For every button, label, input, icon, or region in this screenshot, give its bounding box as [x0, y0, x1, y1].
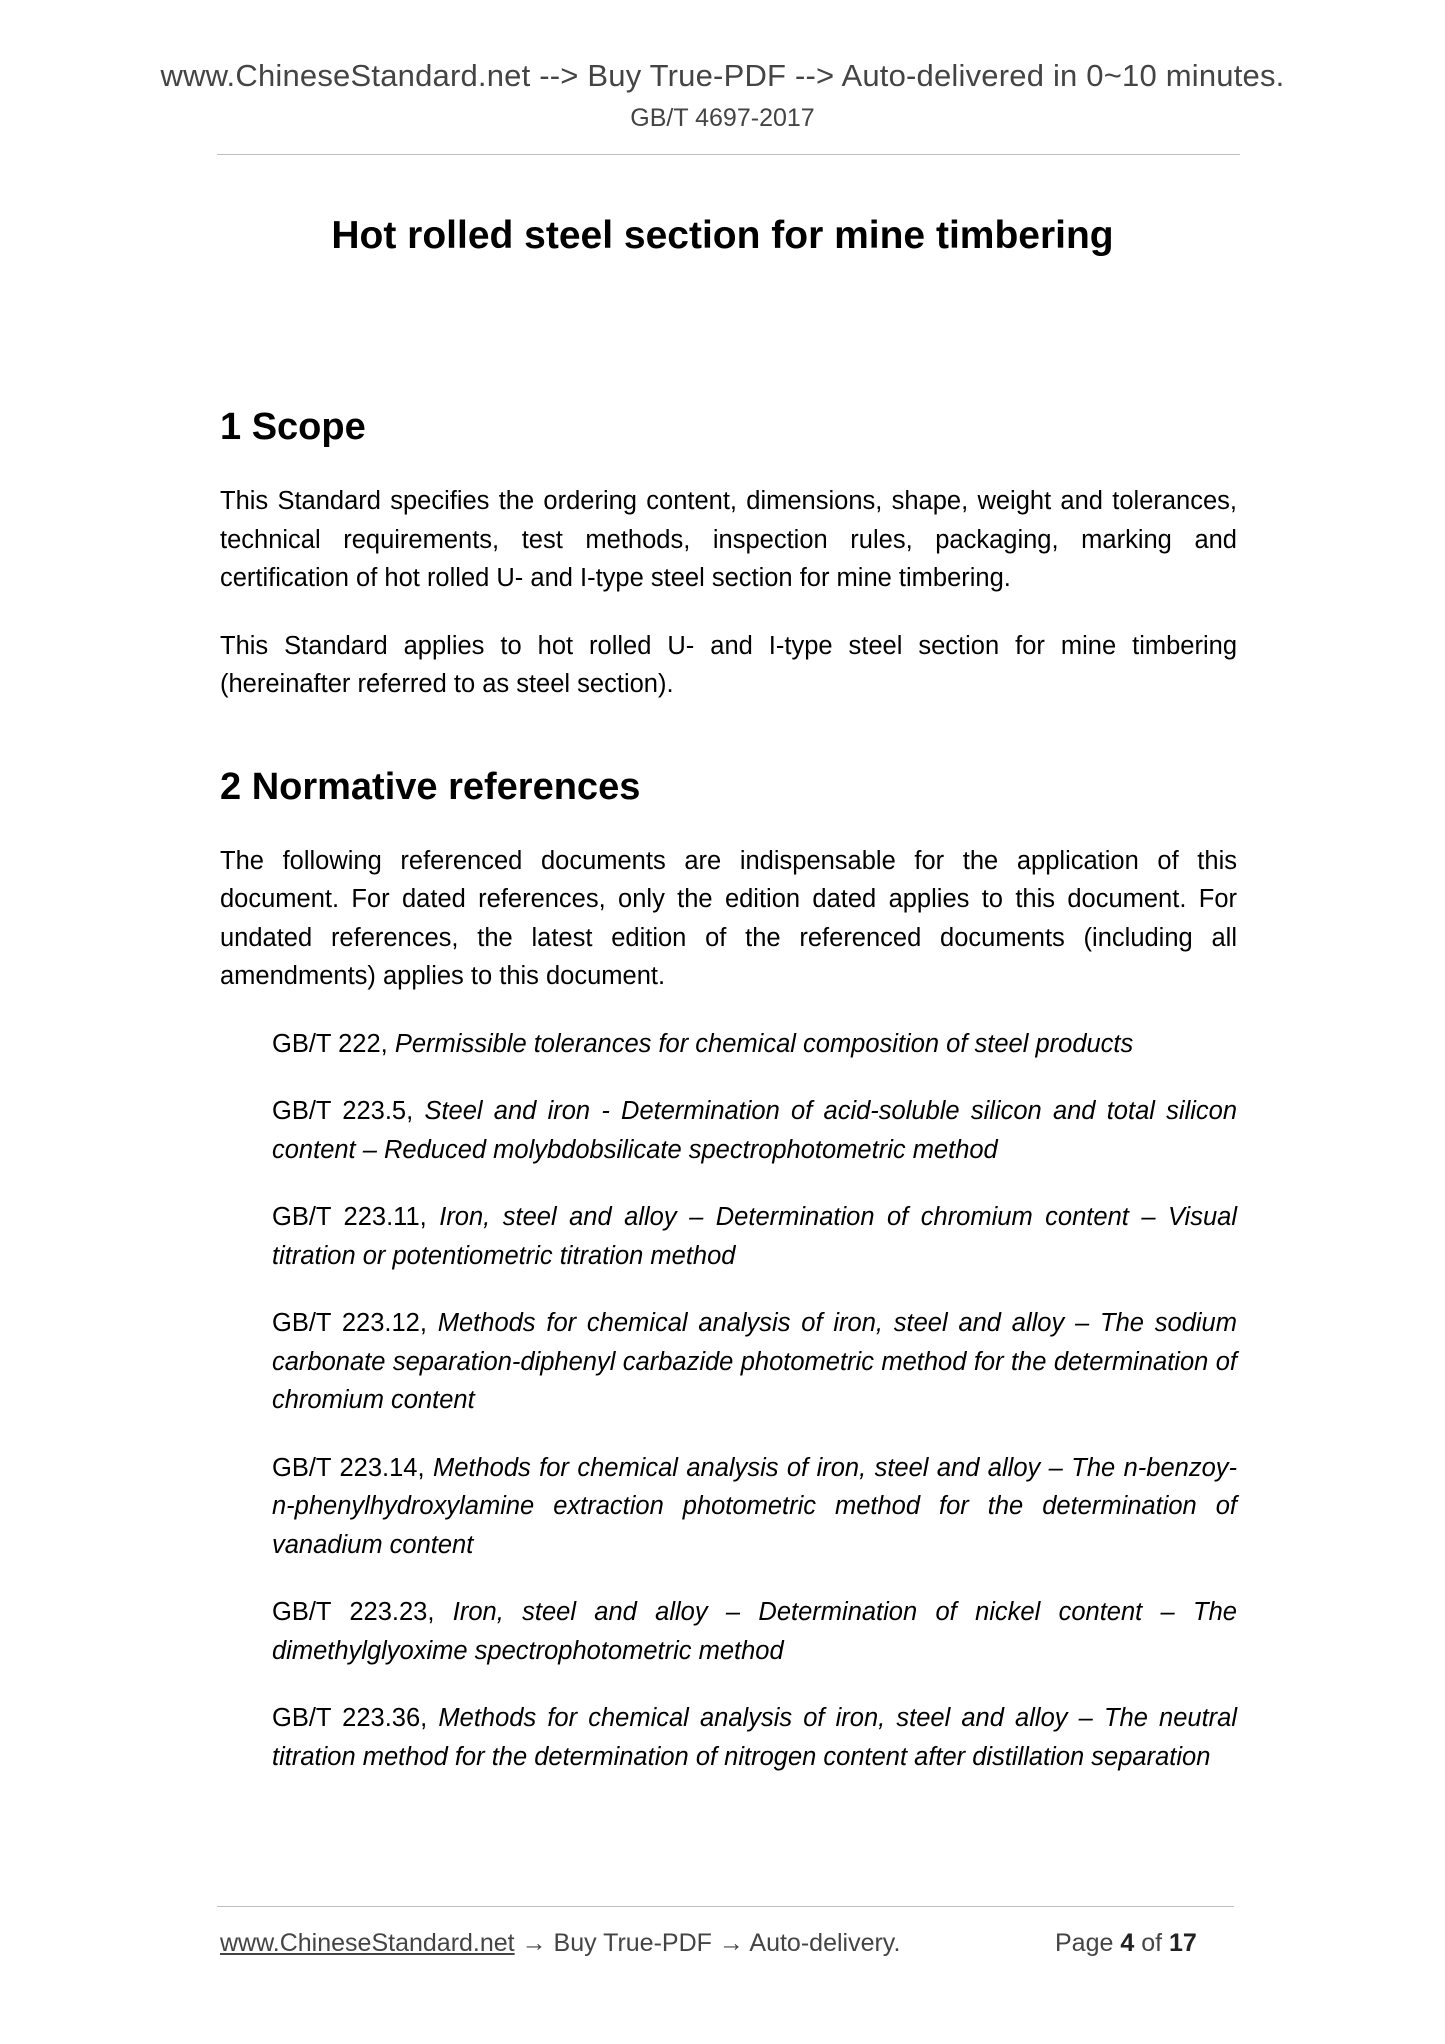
total-pages: 17 [1169, 1929, 1197, 1957]
reference-item [272, 1304, 1237, 1420]
reference-item [272, 1092, 1237, 1169]
reference-code: GB/T 223.23, [272, 1598, 435, 1626]
reference-code: GB/T 223.11, [272, 1203, 427, 1231]
scope-paragraph-2: This Standard applies to hot rolled U- and I-type steel section for mine timbering (hereinafter referred to as steel section). [220, 631, 1237, 698]
reference-title: Iron, steel and alloy – Determination of chromium content – Visual titration or potentiometric titration method [272, 1203, 1237, 1270]
footer-promo [220, 1929, 900, 1958]
page-indicator [1055, 1929, 1197, 1958]
reference-title: Methods for chemical analysis of iron, steel and alloy – The neutral titration method for the determination of nitrogen content after distillation separation [272, 1704, 1237, 1771]
reference-item [272, 1699, 1237, 1776]
reference-title: Permissible tolerances for chemical composition of steel products [394, 1029, 1134, 1058]
scope-paragraph-1: This Standard specifies the ordering content, dimensions, shape, weight and tolerances, technical requirements, test methods, inspection rules, packaging, marking and certification of hot rolled U- and I-type steel section for mine timbering. [220, 487, 1237, 592]
page-number: 4 [1120, 1929, 1135, 1957]
footer-divider [217, 1906, 1234, 1907]
section-heading-normative-references: 2 Normative references [220, 765, 641, 808]
reference-item [272, 1025, 1237, 1064]
reference-title: Steel and iron - Determination of acid-soluble silicon and total silicon content – Reduced molybdobsilicate spectrophotometric method [272, 1097, 1238, 1164]
reference-item [272, 1593, 1237, 1670]
reference-code: GB/T 223.5, [272, 1097, 414, 1125]
standard-code: GB/T 4697-2017 [630, 104, 815, 132]
reference-code: GB/T 223.14, [272, 1453, 425, 1482]
header-banner: www.ChineseStandard.net --> Buy True-PDF --> Auto-delivered in 0~10 minutes. [160, 58, 1285, 93]
header-divider [217, 154, 1240, 155]
section-heading-scope: 1 Scope [220, 406, 366, 448]
reference-item [272, 1449, 1237, 1565]
reference-title: Methods for chemical analysis of iron, steel and alloy – The n-benzoy-n-phenylhydroxylamine extraction photometric method for the determination of vanadium content [272, 1453, 1237, 1559]
footer-site-link[interactable]: www.ChineseStandard.net [220, 1929, 515, 1957]
reference-item [272, 1198, 1237, 1275]
document-body [220, 404, 1237, 1805]
references-intro-paragraph: The following referenced documents are indispensable for the application of this document. For dated references, only the edition dated applies to this document. For undated references, the latest edition of the referenced documents (including all amendments) applies to this document. [220, 846, 1237, 990]
reference-title: Iron, steel and alloy – Determination of nickel content – The dimethylglyoxime spectrophotometric method [272, 1598, 1237, 1665]
reference-title: Methods for chemical analysis of iron, steel and alloy – The sodium carbonate separation-diphenyl carbazide photometric method for the determination of chromium content [272, 1309, 1237, 1414]
document-title: Hot rolled steel section for mine timbering [331, 214, 1114, 257]
footer-tagline: → Buy True-PDF → Auto-delivery. [521, 1929, 901, 1957]
reference-code: GB/T 223.12, [272, 1309, 427, 1337]
page-label: Page [1055, 1929, 1114, 1957]
reference-code: GB/T 223.36, [272, 1704, 428, 1732]
reference-code: GB/T 222, [272, 1029, 388, 1058]
of-label: of [1141, 1929, 1163, 1957]
